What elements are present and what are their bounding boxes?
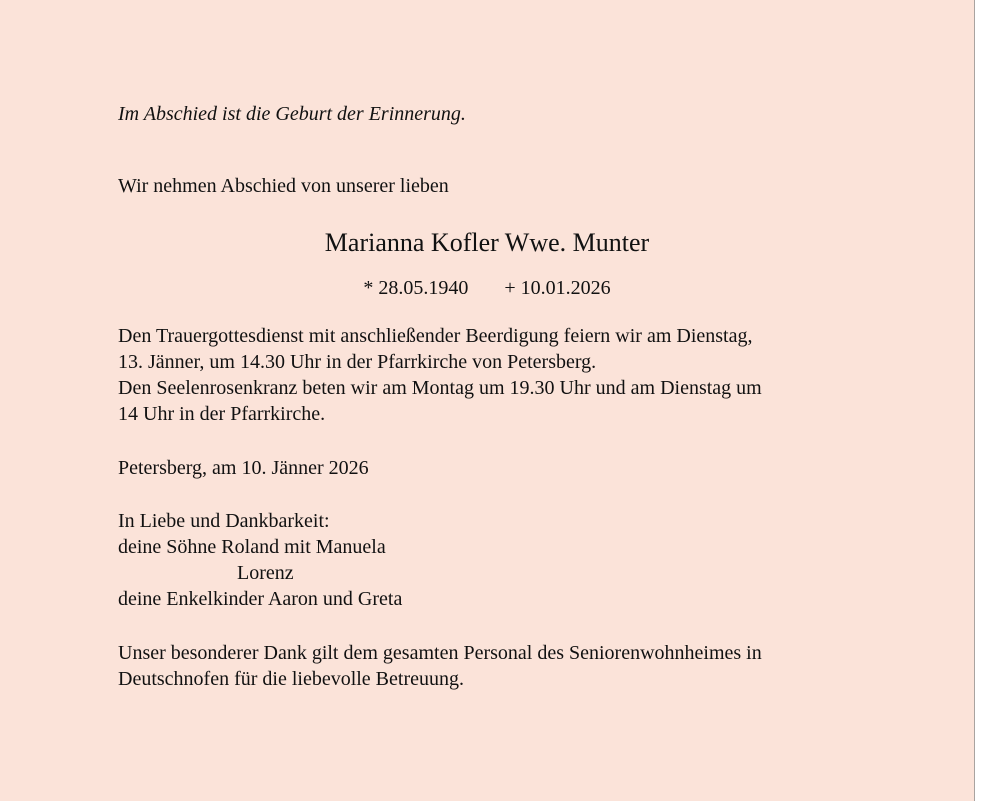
birth-date: * 28.05.1940 xyxy=(363,277,469,299)
service-line: Den Trauergottesdienst mit anschließender Beerdigung feiern wir am Dienstag, xyxy=(118,325,753,347)
service-line: 14 Uhr in der Pfarrkirche. xyxy=(118,403,326,425)
life-dates xyxy=(0,275,974,301)
mourners-line: Lorenz xyxy=(237,562,294,584)
mourners-line: deine Enkelkinder Aaron und Greta xyxy=(118,588,403,610)
service-line: Den Seelenrosenkranz beten wir am Montag um 19.30 Uhr und am Dienstag um xyxy=(118,377,762,399)
intro-text: Wir nehmen Abschied von unserer lieben xyxy=(118,175,449,197)
mourners-line: In Liebe und Dankbarkeit: xyxy=(118,510,330,532)
motto: Im Abschied ist die Geburt der Erinnerung. xyxy=(118,103,466,125)
place-date: Petersberg, am 10. Jänner 2026 xyxy=(118,457,369,479)
thanks-line: Deutschnofen für die liebevolle Betreuung. xyxy=(118,668,464,690)
mourners-line: deine Söhne Roland mit Manuela xyxy=(118,536,386,558)
thanks-line: Unser besonderer Dank gilt dem gesamten Personal des Seniorenwohnheimes in xyxy=(118,642,762,664)
death-date: + 10.01.2026 xyxy=(504,277,611,299)
service-line: 13. Jänner, um 14.30 Uhr in der Pfarrkirche von Petersberg. xyxy=(118,351,597,373)
deceased-name: Marianna Kofler Wwe. Munter xyxy=(324,228,650,257)
